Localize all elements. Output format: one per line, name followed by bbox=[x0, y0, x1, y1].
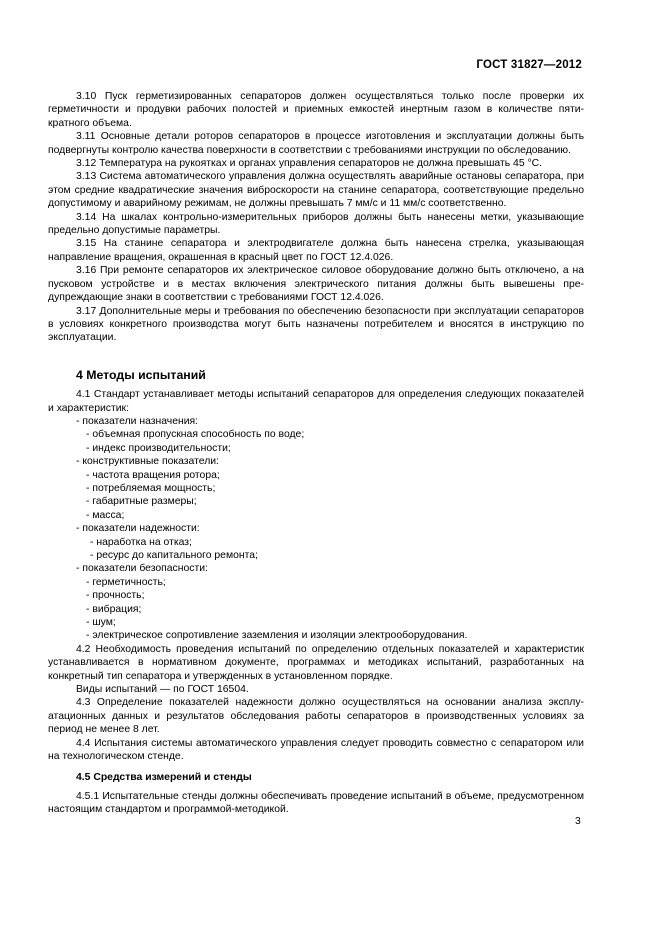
paragraph-3-15: 3.15 На станине сепаратора и электродвигателе должна быть нанесена стрелка, указывающая направление вращения, окрашенная в красный цвет по ГОСТ 12.4.026. bbox=[48, 238, 584, 263]
list-group-label: - показатели надежности: bbox=[76, 523, 200, 535]
list-item: - вибрация; bbox=[86, 603, 142, 615]
paragraph-3-12: 3.12 Температура на рукоятках и органах управления сепараторов не должна превышать 45 °С. bbox=[76, 158, 543, 170]
paragraph-4-2-types: Виды испытаний — по ГОСТ 16504. bbox=[76, 684, 249, 696]
list-item: - объемная пропускная способность по воде; bbox=[86, 429, 305, 441]
section-gap bbox=[48, 345, 584, 369]
paragraph-4-2: 4.2 Необходимость проведения испытаний по определению отдельных показателей и характеристик устанавливается в нормативном документе, программах и методиках испытаний, разработанных на конкретный тип сепаратора и утвержденных в установленном порядке. bbox=[48, 643, 584, 682]
list-item: - индекс производительности; bbox=[86, 442, 231, 454]
list-group-label: - конструктивные показатели: bbox=[76, 456, 219, 468]
subsection-4-5-heading: 4.5 Средства измерений и стенды bbox=[76, 771, 252, 783]
list-item: - наработка на отказ; bbox=[90, 536, 192, 548]
paragraph-3-13: 3.13 Система автоматического управления должна осуществлять аварийные остановы сепаратора, при этом средние квадратические значения виброскорости на станине сепаратора, соответствующие предельно допустимому и аварийному режимам, не должны превышать 7 мм/с и 11 мм/с соответственно. bbox=[48, 171, 584, 210]
paragraph-4-4: 4.4 Испытания системы автоматического управления следует проводить совместно с сепаратором или на технологическом стенде. bbox=[48, 737, 584, 763]
list-item: - потребляемая мощность; bbox=[86, 482, 216, 494]
list-item: - габаритные размеры; bbox=[86, 496, 197, 508]
list-item: - прочность; bbox=[86, 590, 145, 602]
paragraph-3-17: 3.17 Дополнительные меры и требования по обеспечению безопасности при эксплуатации сепараторов в условиях конкретного производства могут быть назначены потребителем и вносятся в инструкцию по эксплуатации. bbox=[48, 305, 584, 344]
paragraph-3-14: 3.14 На шкалах контрольно-измерительных приборов должны быть нанесены метки, указывающие предельно допустимые параметры. bbox=[48, 211, 584, 237]
page-number: 3 bbox=[575, 816, 581, 827]
list-item: - частота вращения ротора; bbox=[86, 469, 220, 481]
list-item: - шум; bbox=[86, 617, 116, 629]
paragraph-3-10: 3.10 Пуск герметизированных сепараторов должен осуществляться только после проверки их герметичности и продувки рабочих полостей и приемных емкостей инертным газом в количестве пятикратного объема. bbox=[48, 91, 584, 129]
list-item: - масса; bbox=[86, 509, 125, 521]
list-item: - электрическое сопротивление заземления и изоляции электрооборудования. bbox=[86, 630, 468, 642]
page-content bbox=[48, 90, 584, 817]
paragraph-3-11: 3.11 Основные детали роторов сепараторов в процессе изготовления и эксплуатации должны быть подвергнуты контролю качества поверхности в соответствии с требованиями инструкции по обследованию. bbox=[48, 131, 584, 156]
section-4-heading: 4 Методы испытаний bbox=[76, 367, 206, 382]
list-group-label: - показатели безопасности: bbox=[76, 563, 208, 575]
paragraph-4-5-1: 4.5.1 Испытательные стенды должны обеспечивать проведение испытаний в объеме, предусмотренном настоящим стандартом и программой-методикой. bbox=[48, 790, 584, 816]
list-item: - герметичность; bbox=[86, 576, 166, 588]
list-item: - ресурс до капитального ремонта; bbox=[90, 550, 258, 561]
paragraph-3-16: 3.16 При ремонте сепараторов их электрическое силовое оборудование должно быть отключено, а на пусковом устройстве и в местах включения электрического питания должны быть вывешены предупреждающие знаки в соответствии с требованиями ГОСТ 12.4.026. bbox=[48, 265, 584, 304]
list-group-label: - показатели назначения: bbox=[76, 415, 199, 427]
paragraph-4-3: 4.3 Определение показателей надежности должно осуществляться на основании анализа эксплуатационных данных и результатов обследования работы сепараторов в производственных условиях за период не менее 8 лет. bbox=[48, 697, 584, 736]
standard-header: ГОСТ 31827—2012 bbox=[476, 59, 582, 71]
paragraph-4-1: 4.1 Стандарт устанавливает методы испытаний сепараторов для определения следующих показателей и характеристик: bbox=[48, 389, 584, 414]
